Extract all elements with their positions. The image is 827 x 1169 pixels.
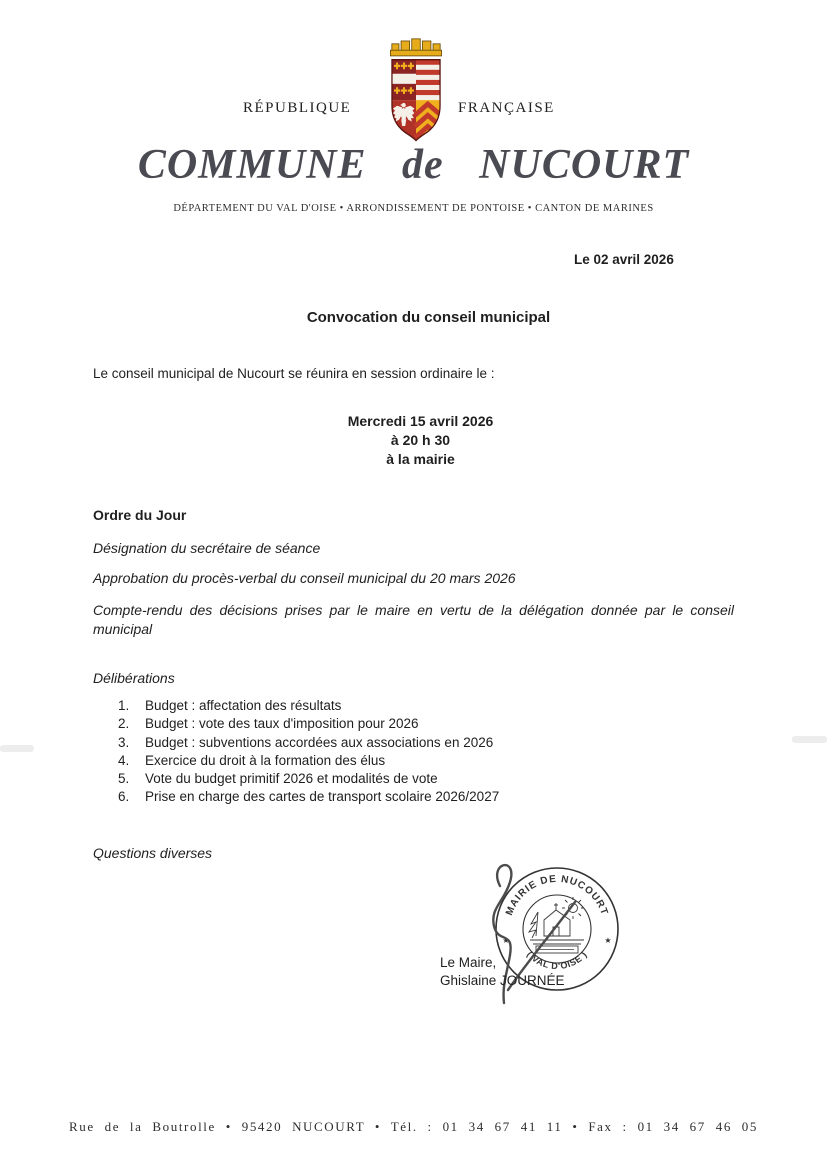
deliberation-item bbox=[118, 752, 499, 770]
agenda-item: Compte-rendu des décisions prises par le maire en vertu de la délégation donnée par le conseil municipal bbox=[93, 602, 734, 637]
nucourt-coat-of-arms-icon bbox=[378, 36, 454, 144]
meeting-place: à la mairie bbox=[386, 451, 455, 467]
crown-icon bbox=[390, 39, 441, 56]
francaise-label: FRANÇAISE bbox=[458, 100, 555, 116]
footer-address: Rue de la Boutrolle • 95420 NUCOURT • Tél. : 01 34 67 41 11 • Fax : 01 34 67 46 05 bbox=[69, 1119, 758, 1134]
deliberation-item-text: Budget : subventions accordées aux associations en 2026 bbox=[145, 734, 494, 750]
scan-streak bbox=[792, 736, 827, 743]
agenda-item: Désignation du secrétaire de séance bbox=[93, 540, 321, 556]
commune-title: COMMUNE de NUCOURT bbox=[137, 142, 690, 188]
deliberation-item bbox=[118, 697, 499, 715]
deliberation-item-text: Vote du budget primitif 2026 et modalités de vote bbox=[145, 771, 438, 787]
meeting-date: Mercredi 15 avril 2026 bbox=[347, 413, 494, 429]
signer-role: Le Maire, bbox=[440, 955, 497, 970]
signer-name: Ghislaine JOURNÉE bbox=[440, 973, 565, 988]
questions-diverses: Questions diverses bbox=[93, 845, 213, 861]
stamp-star-right-icon: ★ bbox=[604, 936, 612, 945]
deliberation-item-text: Budget : affectation des résultats bbox=[145, 698, 342, 713]
meeting-time: à 20 h 30 bbox=[390, 432, 451, 448]
deliberation-item bbox=[118, 715, 499, 733]
department-line: DÉPARTEMENT DU VAL D'OISE • ARRONDISSEMENT DE PONTOISE • CANTON DE MARINES bbox=[173, 203, 654, 214]
deliberation-item bbox=[118, 788, 499, 806]
signature-block bbox=[440, 954, 565, 990]
deliberation-item-text: Budget : vote des taux d'imposition pour 2026 bbox=[145, 716, 419, 732]
stamp-bottom-text: ( VAL D'OISE ) bbox=[524, 949, 590, 972]
deliberation-item-text: Exercice du droit à la formation des élus bbox=[145, 752, 386, 768]
agenda-item: Approbation du procès-verbal du conseil municipal du 20 mars 2026 bbox=[93, 570, 516, 586]
deliberations-heading: Délibérations bbox=[93, 670, 175, 686]
republique-label: RÉPUBLIQUE bbox=[243, 100, 352, 116]
deliberation-item-text: Prise en charge des cartes de transport scolaire 2026/2027 bbox=[145, 789, 500, 805]
deliberations-list bbox=[118, 697, 499, 807]
stamp-star-left-icon: ★ bbox=[502, 936, 510, 945]
mairie-stamp bbox=[478, 858, 640, 1020]
meeting-details bbox=[7, 412, 827, 469]
intro-paragraph: Le conseil municipal de Nucourt se réunira en session ordinaire le : bbox=[93, 366, 495, 381]
letter-date: Le 02 avril 2026 bbox=[574, 252, 674, 267]
deliberation-item bbox=[118, 770, 499, 788]
deliberation-item bbox=[118, 734, 499, 752]
stamp-top-text: MAIRIE DE NUCOURT bbox=[504, 873, 610, 918]
document-title: Convocation du conseil municipal bbox=[306, 309, 551, 326]
agenda-heading: Ordre du Jour bbox=[93, 507, 187, 523]
scan-streak bbox=[0, 745, 34, 752]
